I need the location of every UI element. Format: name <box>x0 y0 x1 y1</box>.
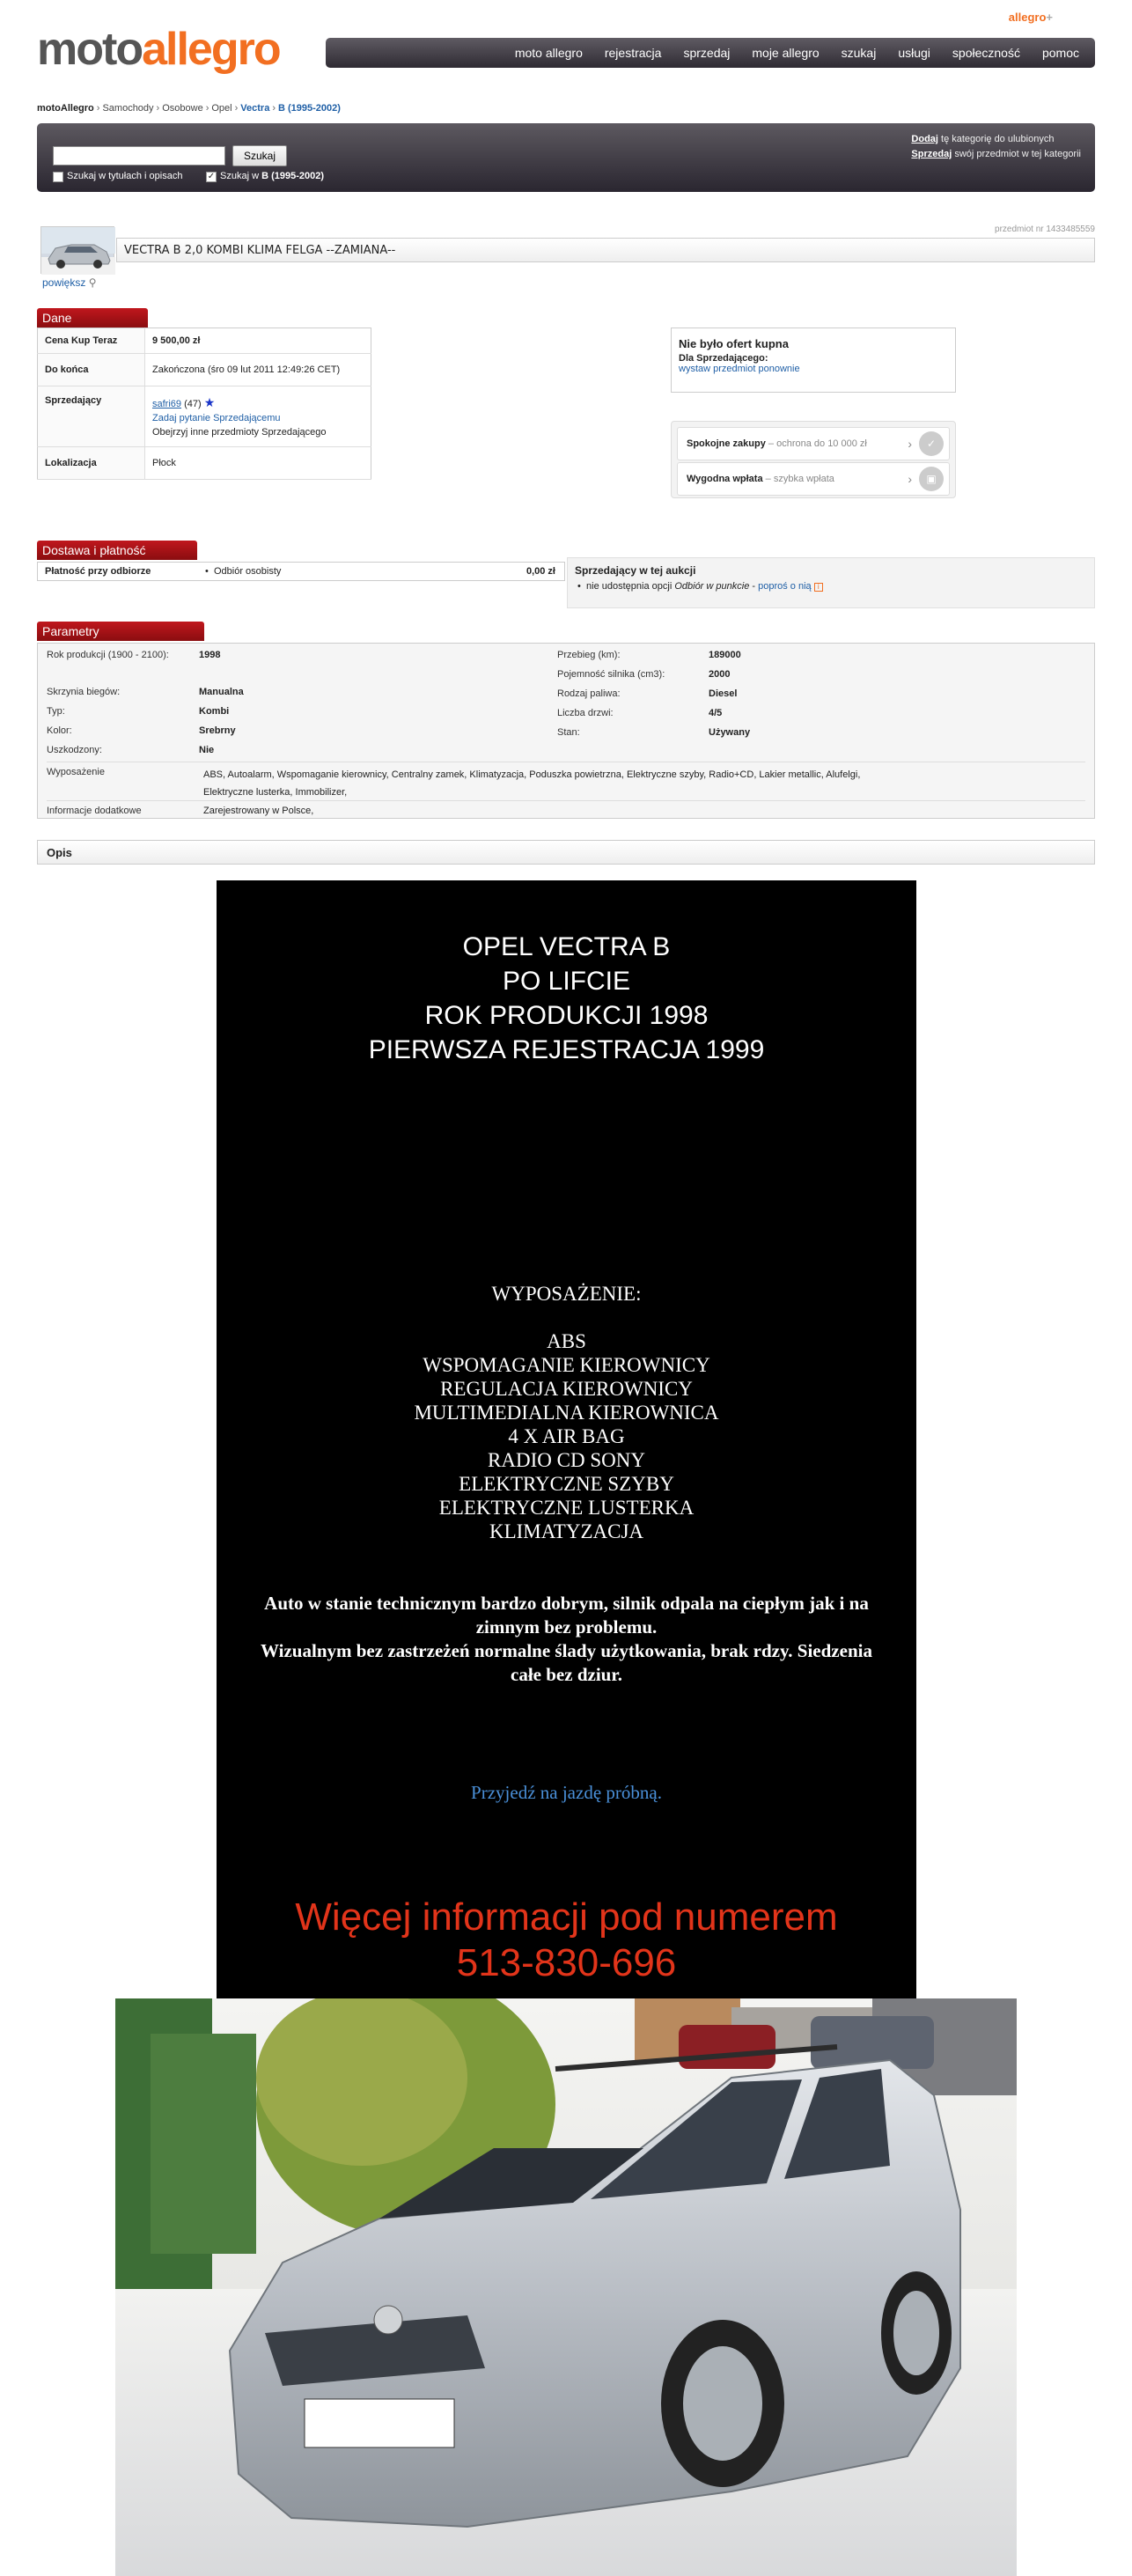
sell-link[interactable]: Sprzedaj <box>911 149 952 159</box>
param-value: Używany <box>709 727 751 738</box>
nav-uslugi[interactable]: usługi <box>898 46 930 60</box>
nav-rejestracja[interactable]: rejestracja <box>604 46 662 60</box>
breadcrumb-opel[interactable]: Opel <box>211 103 232 114</box>
motoallegro-logo[interactable]: motoallegro <box>37 24 280 75</box>
details-table <box>37 328 371 480</box>
description-header: Opis <box>37 840 1095 865</box>
param-value: Manualna <box>199 687 244 697</box>
offer-box <box>671 328 956 393</box>
breadcrumb-vectra[interactable]: Vectra <box>240 103 270 114</box>
nav-pomoc[interactable]: pomoc <box>1041 46 1079 60</box>
param-value: Kombi <box>199 706 230 717</box>
breadcrumb-b-1995-2002[interactable]: B (1995-2002) <box>278 103 341 114</box>
search-titles-label: Szukaj w tytułach i opisach <box>67 171 183 181</box>
param-label: Wyposażenie <box>47 767 105 777</box>
breadcrumb-samochody[interactable]: Samochody <box>102 103 154 114</box>
equipment-title: WYPOSAŻENIE: <box>491 1283 642 1305</box>
section-tab-dane: Dane <box>37 308 148 328</box>
payment-on-delivery-label: Płatność przy odbiorze <box>45 566 151 577</box>
search-category-checkbox[interactable]: ✓ <box>207 172 216 181</box>
end-value: Zakończona (śro 09 lut 2011 12:49:26 CET) <box>145 354 371 386</box>
relist-link[interactable]: wystaw przedmiot ponownie <box>679 364 800 374</box>
param-value-equipment: ABS, Autoalarm, Wspomaganie kierownicy, Centralny zamek, Klimatyzacja, Poduszka powietrzna, Elektryczne szyby, Radio+CD, Lakier metallic, Alufelgi, Elektryczne lusterka, Immobilizer, <box>203 769 861 798</box>
location-value: Płock <box>145 447 371 480</box>
for-seller-label: Dla Sprzedającego: <box>679 353 768 364</box>
test-drive-invite: Przyjedź na jazdę próbną. <box>471 1782 662 1803</box>
seller-label: Sprzedający <box>38 386 145 447</box>
nav-spolecznosc[interactable]: społeczność <box>952 46 1020 60</box>
payment-icon: ▣ <box>919 467 944 491</box>
breadcrumb: motoAllegro › Samochody › Osobowe › Opel › Vectra › B (1995-2002) <box>37 103 341 114</box>
car-photo <box>115 1998 1017 2576</box>
location-label: Lokalizacja <box>38 447 145 480</box>
parameters-table <box>37 643 1095 819</box>
star-icon: ★ <box>203 395 216 409</box>
easy-payment-row[interactable]: Wygodna wpłata – szybka wpłata › ▣ <box>677 462 950 496</box>
param-label: Pojemność silnika (cm3): <box>557 669 665 680</box>
delivery-method: • Odbiór osobisty <box>205 566 282 577</box>
param-value: Srebrny <box>199 725 236 736</box>
buy-now-label: Cena Kup Teraz <box>38 328 145 354</box>
description-heading: OPEL VECTRA B PO LIFCIE ROK PRODUKCJI 1998 PIERWSZA REJESTRACJA 1999 <box>368 932 765 1064</box>
request-option-link[interactable]: poproś o nią <box>758 581 812 592</box>
info-icon: i <box>814 583 823 592</box>
section-tab-delivery: Dostawa i płatność <box>37 541 197 560</box>
allegro-logo[interactable]: allegro+ <box>1008 11 1053 24</box>
search-category-label: Szukaj w B (1995-2002) <box>220 171 325 181</box>
param-label: Stan: <box>557 727 580 738</box>
item-title: VECTRA B 2,0 KOMBI KLIMA FELGA --ZAMIANA-- <box>116 238 1095 262</box>
add-favorite-link[interactable]: Dodaj <box>911 134 938 144</box>
param-label: Uszkodzony: <box>47 745 102 755</box>
param-label: Skrzynia biegów: <box>47 687 121 697</box>
param-label: Przebieg (km): <box>557 650 621 660</box>
param-label: Typ: <box>47 706 65 717</box>
chevron-right-icon: › <box>908 472 912 486</box>
contact-info: Więcej informacji pod numerem 513-830-696 <box>295 1895 838 1984</box>
nav-sprzedaj[interactable]: sprzedaj <box>683 46 731 60</box>
param-value: 2000 <box>709 669 731 680</box>
param-value: Diesel <box>709 688 738 699</box>
safety-box <box>671 421 956 498</box>
chevron-right-icon: › <box>908 437 912 451</box>
no-offers-title: Nie było ofert kupna <box>679 337 789 350</box>
top-navigation <box>326 38 1095 68</box>
breadcrumb-motoallegro[interactable]: motoAllegro <box>37 103 94 114</box>
ask-seller-link[interactable]: Zadaj pytanie Sprzedającemu <box>152 413 281 423</box>
seller-other-items-link[interactable]: Obejrzyj inne przedmioty Sprzedającego <box>152 427 327 438</box>
seller-name-link[interactable]: safri69 <box>152 399 182 409</box>
condition-text: Auto w stanie technicznym bardzo dobrym, silnik odpala na ciepłym jak i na zimnym bez problemu. Wizualnym bez zastrzeżeń normalne ślady użytkowania, brak rdzy. Siedzenia całe bez dziur. <box>261 1593 872 1685</box>
end-label: Do końca <box>38 354 145 386</box>
item-thumbnail[interactable] <box>40 226 114 274</box>
param-label: Kolor: <box>47 725 72 736</box>
param-value: 1998 <box>199 650 221 660</box>
param-label: Informacje dodatkowe <box>47 806 142 816</box>
seller-in-auction: Sprzedający w tej aukcji • nie udostępnia opcji Odbiór w punkcie - poproś o nią i <box>567 557 1095 608</box>
delivery-table <box>37 562 565 581</box>
param-label: Rodzaj paliwa: <box>557 688 621 699</box>
param-label: Rok produkcji (1900 - 2100): <box>47 650 169 660</box>
param-label: Liczba drzwi: <box>557 708 614 718</box>
shield-icon: ✓ <box>919 431 944 456</box>
search-button[interactable]: Szukaj <box>232 145 287 166</box>
param-value: Nie <box>199 745 215 755</box>
safe-shopping-row[interactable]: Spokojne zakupy – ochrona do 10 000 zł › ✓ <box>677 427 950 460</box>
nav-moje-allegro[interactable]: moje allegro <box>752 46 820 60</box>
search-right-links: Dodaj tę kategorię do ulubionych Sprzedaj swój przedmiot w tej kategorii <box>911 134 1081 159</box>
description-body <box>217 880 916 1998</box>
nav-moto-allegro[interactable]: moto allegro <box>514 46 583 60</box>
param-value: 189000 <box>709 650 741 660</box>
seller-info: safri69 (47) ★ Zadaj pytanie Sprzedającemu Obejrzyj inne przedmioty Sprzedającego <box>145 386 371 447</box>
search-input[interactable] <box>53 146 225 166</box>
section-tab-params: Parametry <box>37 622 204 641</box>
breadcrumb-osobowe[interactable]: Osobowe <box>162 103 203 114</box>
nav-szukaj[interactable]: szukaj <box>841 46 877 60</box>
enlarge-link[interactable]: powiększ ⚲ <box>42 276 97 289</box>
buy-now-value: 9 500,00 zł <box>145 328 371 354</box>
magnifier-icon: ⚲ <box>88 276 97 289</box>
param-value: 4/5 <box>709 708 723 718</box>
search-titles-checkbox[interactable] <box>53 172 63 182</box>
delivery-price: 0,00 zł <box>526 566 555 577</box>
search-bar <box>37 123 1095 192</box>
equipment-list: ABS WSPOMAGANIE KIEROWNICY REGULACJA KIEROWNICY MULTIMEDIALNA KIEROWNICA 4 X AIR BAG RADIO CD SONY ELEKTRYCZNE SZYBY ELEKTRYCZNE LUSTERKA KLIMATYZACJA <box>414 1330 719 1542</box>
item-number: przedmiot nr 1433485559 <box>995 224 1095 234</box>
param-value: Zarejestrowany w Polsce, <box>203 806 314 816</box>
